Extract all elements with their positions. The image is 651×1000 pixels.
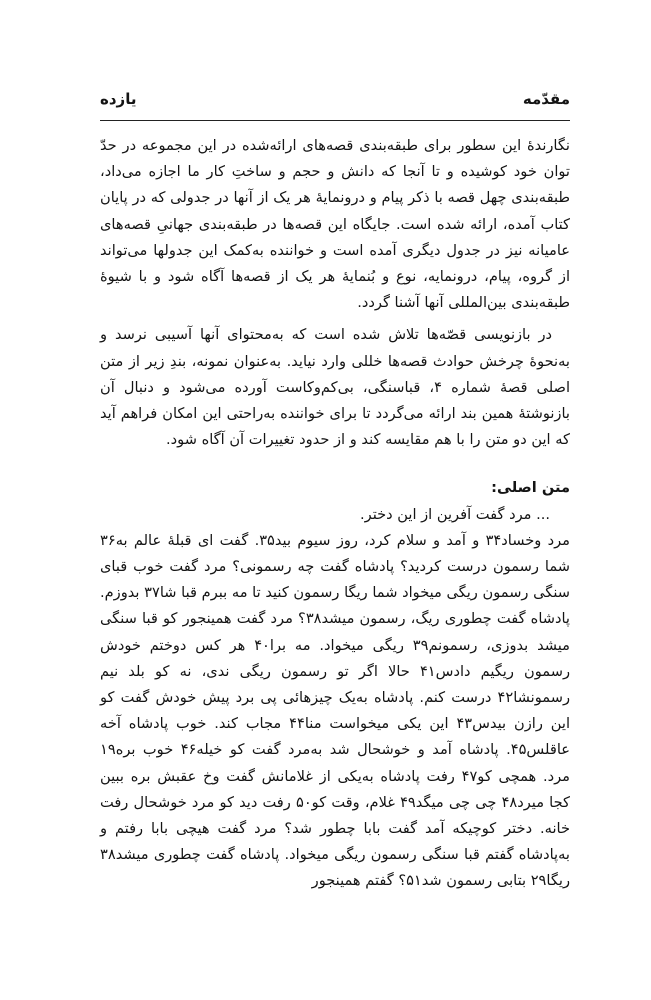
original-text-heading: متن اصلی: xyxy=(491,479,570,497)
running-header xyxy=(100,90,570,118)
original-text-body: مرد وخساد۳۴ و آمد و سلام کرد، روز سیوم بید۳۵. گفت ای قبلهٔ عالم به۳۶ شما رسمون درست کردید؟ پادشاه گفت چه رسمونی؟ مرد گفت خوب قبای سنگی رسمون ریگی میخواد شما ریگا رسمون کنید تا مه ببرم قبا شا۳۷ بدوزم. پادشاه گفت چطوری ریگ، رسمون میشد۳۸؟ مرد گفت همینجور کو قبا سنگی میشد بدوزی، رسمونم۳۹ ریگی میخواد. مه برا۴۰ هر کس دوختم خودش رسمون ریگیم دادس۴۱ حالا اگر تو رسمون ریگی ندی، نه کو بلد نیم رسمونشا۴۲ درست کنم. پادشاه به‌یک چیزهائی پی برد پیش خودش گفت کو این رازن بیدس۴۳ این یکی میخواست منا۴۴ مجاب کند. خوب پادشاه آخه عاقلس۴۵. پادشاه آمد و خوشحال شد به‌مرد گفت کو خیله۴۶ خوب بره۱۹ مرد. همچی کو۴۷ رفت پادشاه به‌یکی از غلامانش گفت وخ عقبش بره ببین کجا میرد۴۸ چی چی میگد۴۹ غلام، وقت کو۵۰ رفت دید کو مرد خوشحال رفت خانه. دختر کوچیکه آمد گفت بابا چطور شد؟ مرد گفت هیچی بابا رفتم و به‌پادشاه گفتم قبا سنگی رسمون ریگی میخواد. پادشاه گفت چطوری میشد۳۸ ریگا۲۹ بتابی رسمون شد۵۱؟ گفتم همینجور xyxy=(100,531,571,890)
chapter-title: مقدّمه xyxy=(522,90,570,108)
original-text-first-line: ... مرد گفت آفرین از این دختر. xyxy=(360,505,550,523)
section-gap xyxy=(100,459,570,475)
intro-paragraph-2: در بازنویسی قصّه‌ها تلاش شده است که به‌محتوای آنها آسیبی نرسد و به‌نحوهٔ چرخش حوادث قصه‌ها خللی وارد نیاید. به‌عنوان نمونه، بندِ زیر از متن اصلی قصهٔ شماره ۴، قباسنگی، بی‌کم‌وکاست آورده می‌شود و دنبال آن بازنوشتهٔ همین بند ارائه می‌گردد تا برای خواننده به‌راحتی این امکان فراهم آید که این دو متن را با هم مقایسه کند و از حدود تغییرات آن آگاه شود. xyxy=(100,326,570,449)
page-body xyxy=(100,133,570,895)
header-rule xyxy=(100,120,570,121)
intro-paragraph-1: نگارندهٔ این سطور برای طبقه‌بندی قصه‌های ارائه‌شده در این مجموعه در حدّ توان خود کوشیده و تا آنجا که دانش و حجم و ساختِ کار ما اجازه می‌داد، طبقه‌بندی چهل قصه با ذکر پیام و درونمایهٔ هر یک از آنها در جدولی که در پایان کتاب آمده، ارائه شده است. جایگاه این قصه‌ها در طبقه‌بندی جهانیِ قصه‌های عامیانه نیز در جدول دیگری آمده است و خواننده به‌کمک این جدولها می‌تواند از گروه، پیام، درونمایه، نوع و بُنمایهٔ هر یک از قصه‌ها آگاه شود و با شیوهٔ طبقه‌بندی بین‌المللی آنها آشنا گردد. xyxy=(100,137,570,312)
page-number: یازده xyxy=(100,90,137,108)
